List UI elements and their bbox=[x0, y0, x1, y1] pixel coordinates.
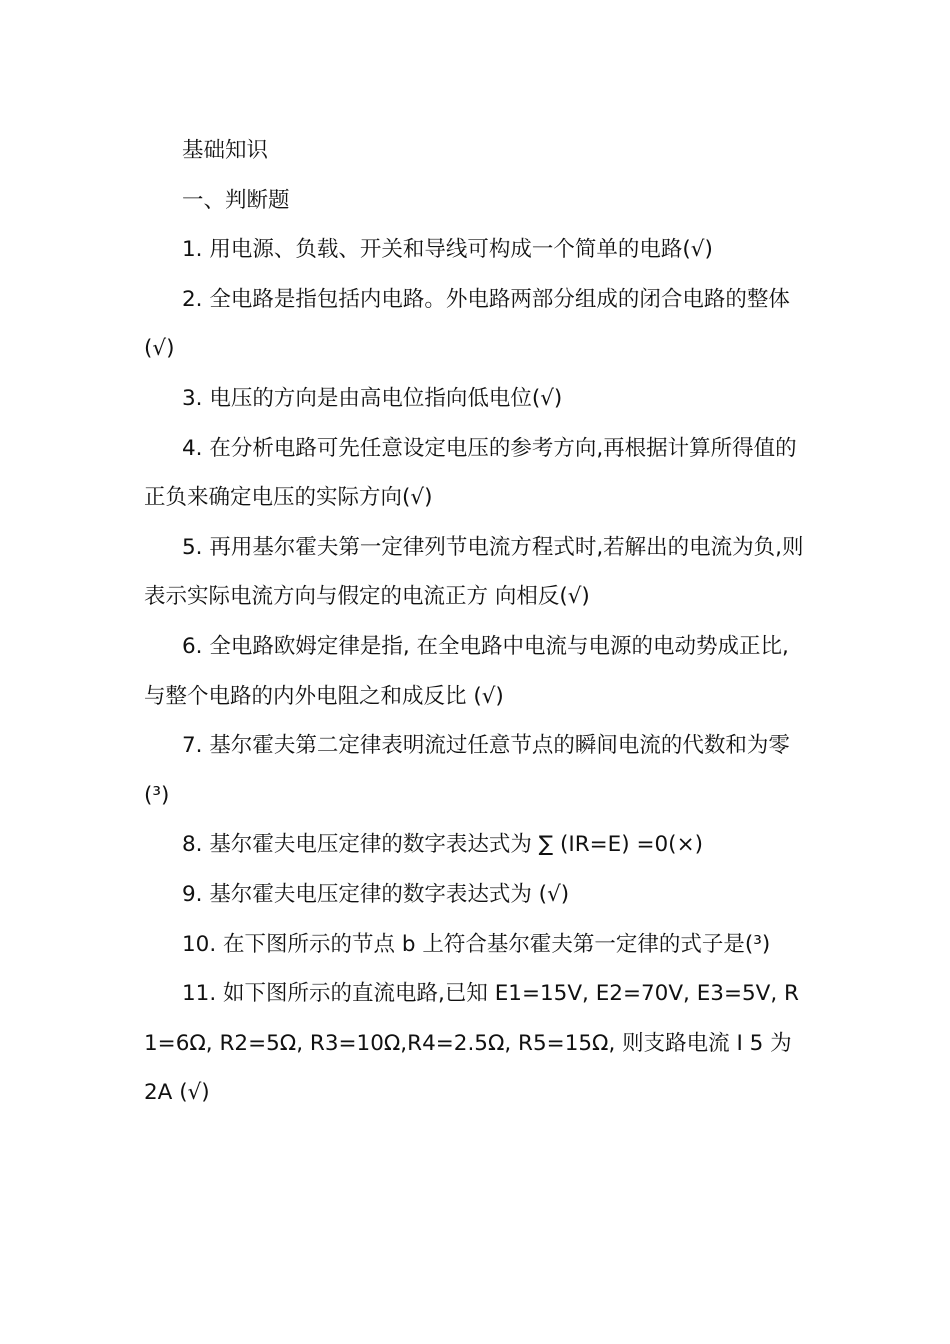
section-title: 一、判断题 bbox=[182, 187, 290, 213]
question-item-4: 4. 在分析电路可先任意设定电压的参考方向,再根据计算所得值的正负来确定电压的实际方向(√) bbox=[144, 435, 797, 511]
question-item-5: 5. 再用基尔霍夫第一定律列节电流方程式时,若解出的电流为负,则表示实际电流方向与假定的电流正方 向相反(√) bbox=[144, 534, 804, 610]
document-heading: 基础知识 bbox=[182, 138, 269, 163]
question-item-2: 2. 全电路是指包括内电路。外电路两部分组成的闭合电路的整体(√) bbox=[144, 286, 790, 362]
question-item-7: 7. 基尔霍夫第二定律表明流过任意节点的瞬间电流的代数和为零(³) bbox=[144, 733, 790, 808]
question-item-11: 11. 如下图所示的直流电路,已知 E1=15V, E2=70V, E3=5V, R1=6Ω, R2=5Ω, R3=10Ω,R4=2.5Ω, R5=15Ω, 则支路电流 I 5 为 2A (√) bbox=[144, 981, 799, 1106]
document-page bbox=[144, 126, 806, 1118]
question-item-9: 9. 基尔霍夫电压定律的数字表达式为 (√) bbox=[182, 881, 570, 907]
question-item-10: 10. 在下图所示的节点 b 上符合基尔霍夫第一定律的式子是(³) bbox=[182, 931, 771, 957]
question-item-3: 3. 电压的方向是由高电位指向低电位(√) bbox=[182, 385, 563, 411]
question-item-8: 8. 基尔霍夫电压定律的数字表达式为 ∑ (IR=E) =0(×) bbox=[182, 832, 703, 858]
question-item-1: 1. 用电源、负载、开关和导线可构成一个简单的电路(√) bbox=[182, 237, 713, 263]
question-item-6: 6. 全电路欧姆定律是指, 在全电路中电流与电源的电动势成正比, 与整个电路的内外电阻之和成反比 (√) bbox=[144, 633, 796, 709]
